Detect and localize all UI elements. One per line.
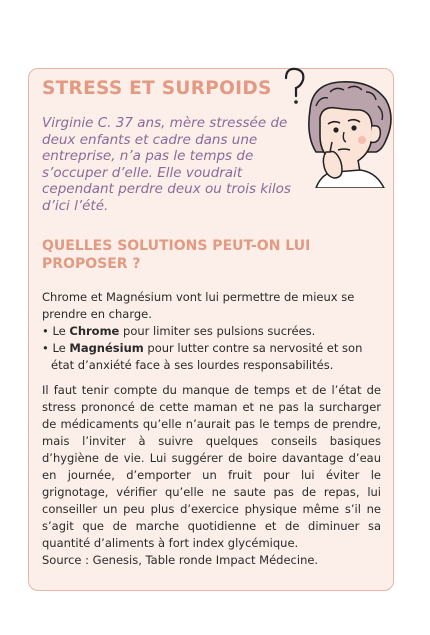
thinking-woman-icon — [276, 66, 394, 188]
bullet-prefix: • Le — [42, 341, 70, 355]
bullet-keyword: Magnésium — [69, 341, 144, 355]
bullet-magnesium — [42, 340, 381, 374]
bullet-chrome — [42, 323, 381, 340]
article-body — [42, 289, 381, 569]
article-intro: Virginie C. 37 ans, mère stressée de deux enfants et cadre dans une entreprise, n’a pas le temps de s’occuper d’elle. Elle voudrait cependant perdre deux ou trois kilos d’ici l’été. — [42, 115, 291, 214]
bullet-keyword: Chrome — [69, 324, 120, 338]
section-heading: QUELLES SOLUTIONS PEUT-ON LUI PROPOSER ? — [42, 238, 311, 272]
paragraph-advice: Il faut tenir compte du manque de temps et de l’état de stress prononcé de cette maman et ne pas la surcharger de médicaments qu’elle n’aurait pas le temps de prendre, mais l’inviter à suivre quelques conseils basiques d’hygiène de vie. Lui suggérer de boire davantage d’eau en journée, d’emporter un fruit pour lui éviter le grignotage, vérifier qu’elle ne saute pas de repas, lui conseiller un peu plus d’exercice physique même s’il ne s’agit que de marche quotidienne et de diminuer sa quantité d’aliments à fort index glycémique. — [42, 383, 381, 550]
article-title: STRESS ET SURPOIDS — [42, 78, 272, 99]
bullet-text: pour lutter contre sa nervosité et son état d’anxiété face à ses lourdes responsabilités. — [51, 341, 363, 372]
source-note: Source : Genesis, Table ronde Impact Médecine. — [42, 553, 319, 567]
bullet-text: pour limiter ses pulsions sucrées. — [119, 324, 316, 338]
paragraph-intro: Chrome et Magnésium vont lui permettre de mieux se prendre en charge. — [42, 290, 355, 321]
bullet-prefix: • Le — [42, 324, 70, 338]
